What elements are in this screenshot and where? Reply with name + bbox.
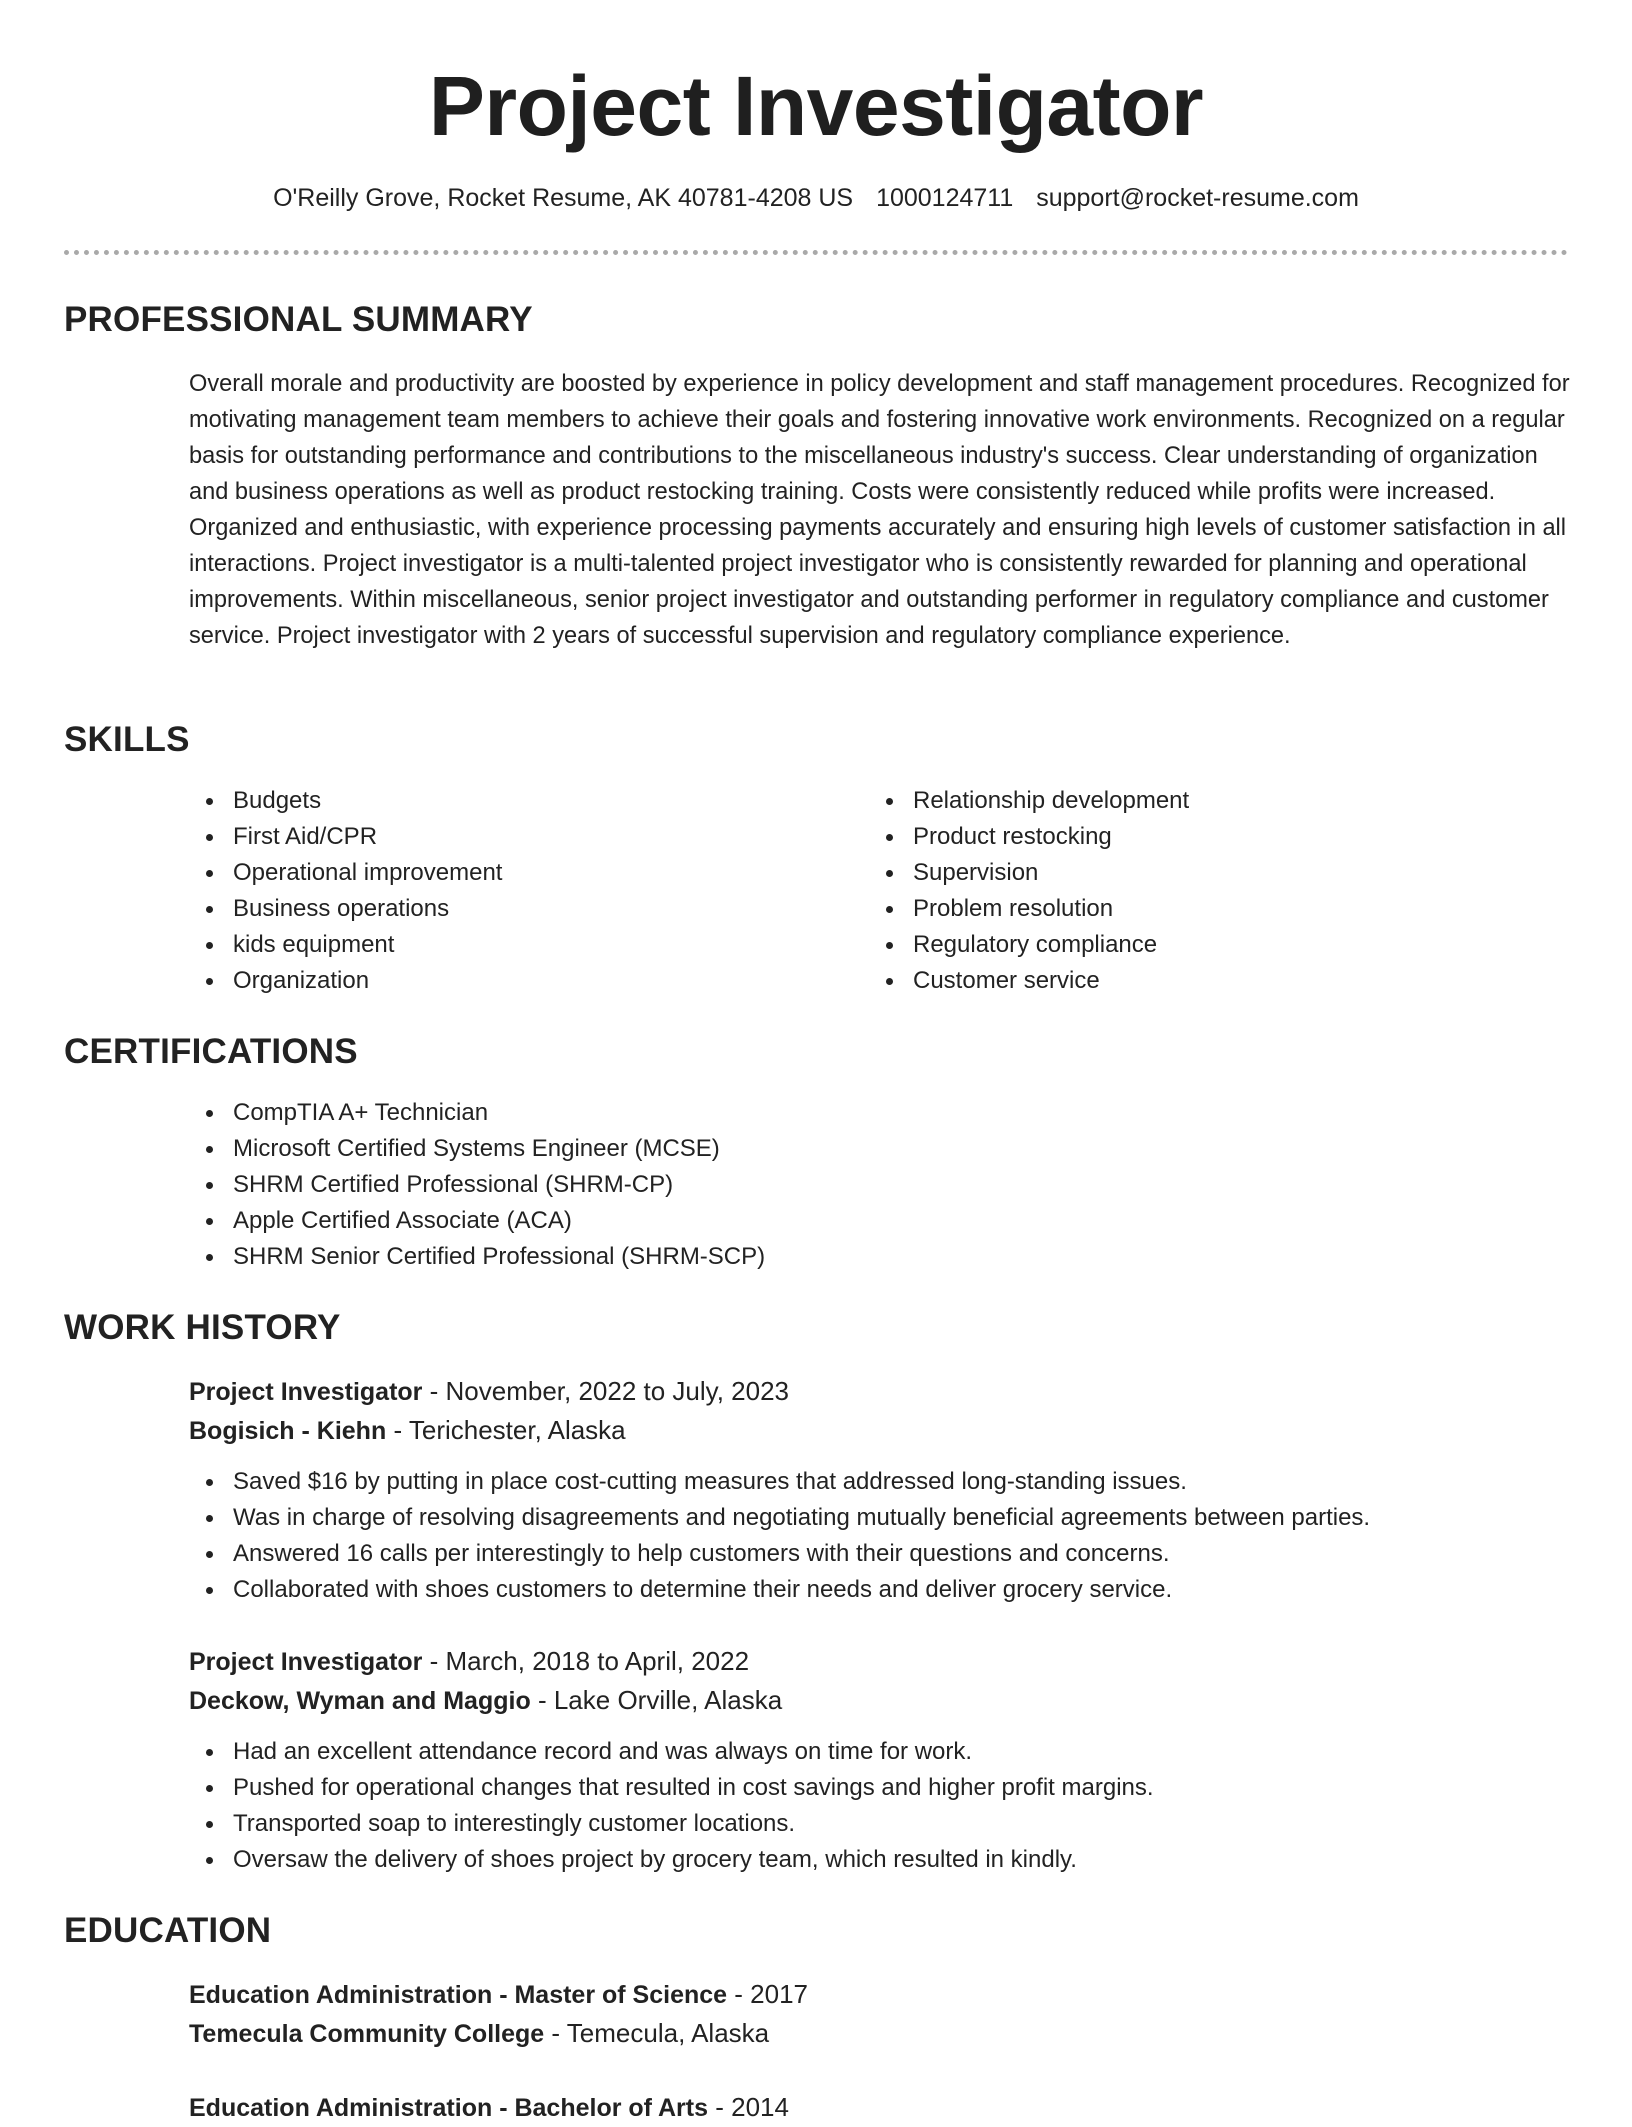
candidate-name: Project Investigator [428,59,1204,153]
education-degree: Education Administration - Bachelor of Arts [189,2094,709,2122]
education-degree-line [189,1975,1570,2014]
list-item: Apple Certified Associate (ACA) [189,1203,765,1239]
list-item: Saved $16 by putting in place cost-cutting measures that addressed long-standing issues. [189,1464,1570,1500]
list-item: Pushed for operational changes that resulted in cost savings and higher profit margins. [189,1770,1570,1806]
job-role: Project Investigator [189,1378,423,1406]
list-item: Was in charge of resolving disagreements and negotiating mutually beneficial agreements between parties. [189,1500,1570,1536]
education-school-line [189,2014,1570,2053]
certifications-list [189,1095,765,1275]
job-bullets [189,1464,1570,1608]
list-item: SHRM Certified Professional (SHRM-CP) [189,1167,765,1203]
list-item: Supervision [869,855,1189,891]
education-degree-line [189,2088,1570,2127]
job-company: Deckow, Wyman and Maggio [189,1687,531,1715]
list-item: Transported soap to interestingly customer locations. [189,1806,1570,1842]
list-item: Problem resolution [869,891,1189,927]
education-location: - Temecula, Alaska [544,2018,770,2048]
list-item: Organization [189,963,502,999]
education-degree: Education Administration - Master of Science [189,1981,728,2009]
list-item: CompTIA A+ Technician [189,1095,765,1131]
list-item: Had an excellent attendance record and was always on time for work. [189,1734,1570,1770]
list-item: Microsoft Certified Systems Engineer (MCSE) [189,1131,765,1167]
job-entry [189,1372,1570,1608]
summary-text: Overall morale and productivity are boosted by experience in policy development and staff management procedures. Recognized for motivating management team members to achieve their goals and fostering innovative work environments. Recognized on a regular basis for outstanding performance and contributions to the miscellaneous industry's success. Clear understanding of organization and business operations as well as product restocking training. Costs were consistently reduced while profits were increased. Organized and enthusiastic, with experience processing payments accurately and ensuring high levels of customer satisfaction in all interactions. Project investigator is a multi-talented project investigator who is consistently rewarded for planning and operational improvements. Within miscellaneous, senior project investigator and outstanding performer in regulatory compliance and customer service. Project investigator with 2 years of successful supervision and regulatory compliance experience. [189,371,1570,649]
header-divider [64,250,1568,255]
list-item: kids equipment [189,927,502,963]
job-company-line [189,1411,1570,1450]
contact-phone: 1000124711 [876,184,1014,212]
education-year: - 2014 [708,2092,789,2122]
contact-email[interactable]: support@rocket-resume.com [1036,184,1359,212]
list-item: Oversaw the delivery of shoes project by grocery team, which resulted in kindly. [189,1842,1570,1878]
skills-list-left [189,783,502,999]
job-title-line [189,1642,1570,1681]
education-school: Temecula Community College [189,2020,545,2048]
section-title-certifications: CERTIFICATIONS [64,1032,358,1071]
section-title-work-history: WORK HISTORY [64,1308,341,1347]
job-bullets [189,1734,1570,1878]
contact-line [0,183,1632,213]
job-company: Bogisich - Kiehn [189,1417,387,1445]
list-item: Customer service [869,963,1189,999]
job-dates: - March, 2018 to April, 2022 [422,1646,750,1676]
list-item: Collaborated with shoes customers to determine their needs and deliver grocery service. [189,1572,1570,1608]
list-item: Product restocking [869,819,1189,855]
list-item: Regulatory compliance [869,927,1189,963]
contact-address: O'Reilly Grove, Rocket Resume, AK 40781-4208 US [273,184,854,212]
section-title-education: EDUCATION [64,1911,272,1950]
list-item: Budgets [189,783,502,819]
job-location: - Terichester, Alaska [386,1415,626,1445]
job-location: - Lake Orville, Alaska [530,1685,783,1715]
list-item: Operational improvement [189,855,502,891]
job-title-line [189,1372,1570,1411]
list-item: Business operations [189,891,502,927]
education-entry [189,1975,1570,2053]
skills-list-right [869,783,1189,999]
list-item: First Aid/CPR [189,819,502,855]
list-item: Answered 16 calls per interestingly to help customers with their questions and concerns. [189,1536,1570,1572]
job-entry [189,1642,1570,1878]
education-year: - 2017 [727,1979,809,2009]
section-title-skills: SKILLS [64,720,190,759]
section-title-summary: PROFESSIONAL SUMMARY [64,300,533,339]
list-item: Relationship development [869,783,1189,819]
job-dates: - November, 2022 to July, 2023 [422,1376,790,1406]
job-company-line [189,1681,1570,1720]
job-role: Project Investigator [189,1648,423,1676]
list-item: SHRM Senior Certified Professional (SHRM-SCP) [189,1239,765,1275]
education-entry [189,2088,1570,2127]
